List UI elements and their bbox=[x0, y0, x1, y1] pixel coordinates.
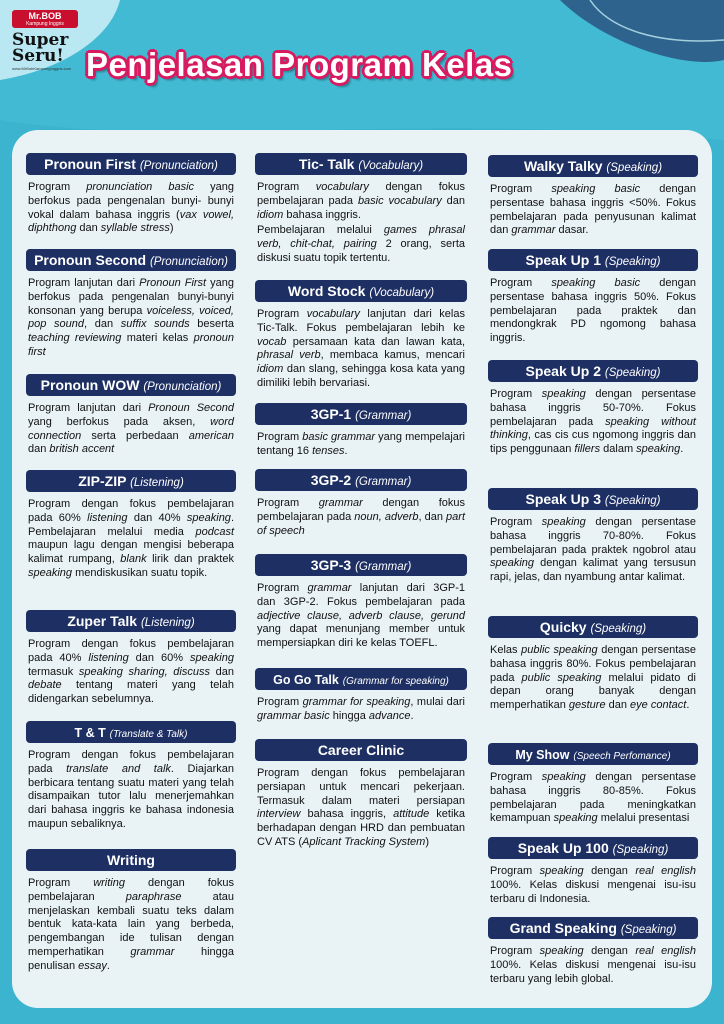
program-name: Go Go Talk bbox=[273, 673, 339, 687]
program-name: Word Stock bbox=[287, 283, 366, 299]
program-name: Speak Up 3 bbox=[525, 491, 601, 507]
program-description bbox=[490, 277, 696, 346]
program-name: Pronoun First bbox=[44, 156, 136, 172]
program-header bbox=[488, 488, 698, 510]
program-name: Writing bbox=[107, 852, 155, 868]
program-name: Grand Speaking bbox=[509, 920, 617, 936]
program-description bbox=[490, 771, 696, 826]
program-description bbox=[257, 767, 465, 850]
program-description-paragraph: Program dengan fokus pembelajaran persiapan untuk mencari pekerjaan. Termasuk dalam materi persiapan interview bahasa inggris, attitude ketika berhadapan dengan HRD dan pembuatan CV ATS (Aplicant Tracking System) bbox=[257, 767, 466, 848]
program-zip-zip bbox=[26, 470, 236, 581]
program-description bbox=[490, 388, 696, 457]
program-category: (Speaking) bbox=[590, 623, 647, 635]
program-writing bbox=[26, 849, 236, 974]
program-word-stock bbox=[255, 280, 467, 391]
program-header bbox=[488, 360, 698, 382]
program-description-paragraph: Program speaking dengan persentase bahasa inggris 70-80%. Fokus pembelajaran pada praktek ngobrol atau speaking dengan kalimat yang tersusun rapi, jelas, dan nyambung antar kalimat. bbox=[490, 516, 696, 584]
program-header bbox=[255, 469, 467, 491]
program-header bbox=[488, 837, 698, 859]
logo-word-2: Seru! bbox=[12, 46, 64, 66]
program-name: Speak Up 1 bbox=[525, 252, 601, 268]
program-name: T & T bbox=[74, 726, 106, 740]
program-name: Speak Up 2 bbox=[525, 363, 601, 379]
logo-wordmark bbox=[12, 32, 78, 64]
program-category: (Vocabulary) bbox=[369, 287, 435, 299]
program-description-paragraph: Program speaking dengan persentase bahasa inggris 50-70%. Fokus pembelajaran pada speaking without thinking, cas cis cus ngomong inggris dan tips penggunaan fillers dalam speaking. bbox=[490, 388, 696, 456]
program-category: (Grammar) bbox=[355, 410, 412, 422]
program-name: Zuper Talk bbox=[67, 613, 138, 629]
program-description bbox=[28, 498, 234, 581]
program-name: ZIP-ZIP bbox=[78, 473, 127, 489]
program-header bbox=[255, 554, 467, 576]
program-category: (Speech Perfomance) bbox=[573, 751, 671, 762]
program-description-paragraph: Pembelajaran melalui games phrasal verb, chit-chat, pairing 2 orang, serta diskusi suatu topik tertentu. bbox=[257, 224, 466, 264]
program-category: (Speaking) bbox=[604, 367, 661, 379]
program-category: (Pronunciation) bbox=[143, 381, 222, 393]
program-description-paragraph: Program writing dengan fokus pembelajaran paraphrase atau menjelaskan kembali suatu teks dalam bentuk kata-kata lain yang berbeda, pengembangan ide tulisan dengan memperhatikan grammar hingga penulisan essay. bbox=[28, 877, 235, 972]
program-category: (Translate & Talk) bbox=[109, 729, 188, 740]
program-header bbox=[26, 249, 236, 271]
program-3gp-2 bbox=[255, 469, 467, 538]
program-name: Pronoun WOW bbox=[40, 377, 140, 393]
program-description-paragraph: Program grammar dengan fokus pembelajaran pada noun, adverb, dan part of speech bbox=[257, 497, 466, 537]
program-header bbox=[488, 616, 698, 638]
program-description-paragraph: Program grammar lanjutan dari 3GP-1 dan 3GP-2. Fokus pembelajaran pada adjective clause, adverb clause, gerund yang dapat menunjang member untuk mempersiapkan diri ke kelas TOEFL. bbox=[257, 582, 465, 650]
program-name: Career Clinic bbox=[317, 742, 405, 758]
program-description-paragraph: Program dengan fokus pembelajaran pada 60% listening dan 40% speaking. Pembelajaran melalui media podcast maupun lagu dengan mengisi beberapa kalimat rumpang, blank lirik dan praktek speaking mendiskusikan suatu topik. bbox=[28, 498, 234, 579]
program-description-paragraph: Program speaking dengan real english 100%. Kelas diskusi mengenai isu-isu terbaru di Indonesia. bbox=[490, 865, 696, 905]
program-description-paragraph: Kelas public speaking dengan persentase bahasa inggris 80%. Fokus pembelajaran pada public speaking melalui pidato di depan orang banyak dengan memperhatikan gesture dan eye contact. bbox=[490, 644, 696, 712]
program-name: Quicky bbox=[539, 619, 587, 635]
program-category: (Speaking) bbox=[606, 162, 663, 174]
program-category: (Speaking) bbox=[620, 924, 677, 936]
program-header bbox=[255, 153, 467, 175]
program-header bbox=[26, 849, 236, 871]
program-header bbox=[26, 470, 236, 492]
program-description bbox=[257, 181, 465, 266]
program-header bbox=[255, 280, 467, 302]
program-name: My Show bbox=[515, 748, 570, 762]
program-description bbox=[257, 308, 465, 391]
program-description-paragraph: Program speaking basic dengan persentase bahasa inggris <50%. Fokus pembelajaran pada penyusunan kalimat dan grammar dasar. bbox=[490, 183, 696, 237]
program-name: Speak Up 100 bbox=[517, 840, 609, 856]
program-description bbox=[490, 183, 696, 238]
program-speak-up-2 bbox=[488, 360, 698, 457]
program-description bbox=[490, 516, 696, 585]
program-speak-up-3 bbox=[488, 488, 698, 585]
program-description-paragraph: Program lanjutan dari Pronoun First yang berfokus pada pengenalan bunyi-bunyi konsonan yang berupa voiceless, voiced, pop sound, dan suffix sounds beserta teaching reviewing materi kelas pronoun first bbox=[28, 277, 234, 358]
program-header bbox=[26, 153, 236, 175]
program-speak-up-1 bbox=[488, 249, 698, 346]
program-description bbox=[28, 277, 234, 360]
program-description-paragraph: Program vocabulary dengan fokus pembelajaran pada basic vocabulary dan idiom bahasa inggris. bbox=[257, 181, 465, 221]
program-grand-speaking bbox=[488, 917, 698, 986]
program-description-paragraph: Program lanjutan dari Pronoun Second yang berfokus pada aksen, word connection serta perbedaan american dan british accent bbox=[28, 402, 234, 456]
program-category: (Listening) bbox=[140, 617, 195, 629]
program-category: (Grammar for speaking) bbox=[342, 676, 449, 687]
logo-badge bbox=[12, 10, 78, 28]
program-pronoun-wow bbox=[26, 374, 236, 457]
logo-brand-subtext: Kampung Inggris bbox=[26, 21, 64, 27]
program-header bbox=[488, 743, 698, 765]
program-name: Walky Talky bbox=[523, 158, 603, 174]
program-category: (Speaking) bbox=[604, 256, 661, 268]
program-quicky bbox=[488, 616, 698, 713]
program-category: (Pronunciation) bbox=[149, 256, 228, 268]
program-category: (Listening) bbox=[130, 477, 184, 489]
program-pronoun-second bbox=[26, 249, 236, 360]
program-3gp-3 bbox=[255, 554, 467, 651]
logo-brand-text: Mr.BOB bbox=[28, 11, 62, 21]
program-category: (Grammar) bbox=[355, 561, 412, 573]
program-name: 3GP-2 bbox=[310, 472, 352, 488]
program-description-paragraph: Program dengan fokus pembelajaran pada translate and talk. Diajarkan berbicara tentang suatu materi yang telah disampaikan tutor lalu menerjemahkan dari bahasa inggris ke bahasa indonesia maupun sebaliknya. bbox=[28, 749, 234, 830]
program-name: Tic- Talk bbox=[298, 156, 355, 172]
program-description-paragraph: Program dengan fokus pembelajaran pada 40% listening dan 60% speaking termasuk speaking sharing, discuss dan debate tentang materi yang telah didengarkan sebelumnya. bbox=[28, 638, 234, 706]
program-category: (Grammar) bbox=[355, 476, 412, 488]
program-header bbox=[488, 917, 698, 939]
program-description-paragraph: Program speaking dengan persentase bahasa inggris 80-85%. Fokus pembelajaran pada meningkatkan kemampuan speaking melalui presentasi bbox=[490, 771, 696, 825]
program-header bbox=[255, 739, 467, 761]
program-description-paragraph: Program grammar for speaking, mulai dari grammar basic hingga advance. bbox=[257, 696, 465, 722]
program-header bbox=[26, 721, 236, 743]
program-description bbox=[490, 644, 696, 713]
program-category: (Pronunciation) bbox=[139, 160, 218, 172]
program-header bbox=[255, 403, 467, 425]
program-description bbox=[257, 582, 465, 651]
program-name: 3GP-3 bbox=[310, 557, 352, 573]
program-name: Pronoun Second bbox=[34, 252, 147, 268]
program-header bbox=[488, 155, 698, 177]
logo-url: www.MrBobKampungInggris.com bbox=[12, 66, 72, 71]
program-description bbox=[257, 696, 465, 724]
program-description bbox=[28, 638, 234, 707]
program-description bbox=[28, 181, 234, 236]
program-t-and-t bbox=[26, 721, 236, 832]
program-description bbox=[28, 877, 234, 974]
program-category: (Speaking) bbox=[612, 844, 669, 856]
program-description-paragraph: Program speaking basic dengan persentase bahasa inggris 50%. Fokus pembelajaran pada praktek dan mendongkrak PD ngomong bahasa inggris. bbox=[490, 277, 696, 345]
program-category: (Vocabulary) bbox=[358, 160, 424, 172]
program-description-paragraph: Program vocabulary lanjutan dari kelas Tic-Talk. Fokus pembelajaran lebih ke vocab persamaan kata dan lawan kata, phrasal verb, membaca kamus, mencari idiom dan slang, sehingga kosa kata yang dimiliki lebih bervariasi. bbox=[257, 308, 465, 389]
brand-logo bbox=[12, 10, 78, 71]
program-header bbox=[26, 374, 236, 396]
program-name: 3GP-1 bbox=[310, 406, 352, 422]
program-pronoun-first bbox=[26, 153, 236, 236]
program-description bbox=[490, 865, 696, 906]
program-tic-talk bbox=[255, 153, 467, 266]
program-speak-up-100 bbox=[488, 837, 698, 906]
program-my-show bbox=[488, 743, 698, 826]
program-header bbox=[488, 249, 698, 271]
program-description bbox=[257, 497, 465, 538]
program-3gp-1 bbox=[255, 403, 467, 459]
program-description bbox=[28, 402, 234, 457]
program-header bbox=[26, 610, 236, 632]
program-description-paragraph: Program basic grammar yang mempelajari tentang 16 tenses. bbox=[257, 431, 465, 457]
program-header bbox=[255, 668, 467, 690]
page-title: Penjelasan Program Kelas bbox=[86, 46, 513, 83]
program-description bbox=[257, 431, 465, 459]
program-category: (Speaking) bbox=[604, 495, 661, 507]
program-description bbox=[490, 945, 696, 986]
program-career-clinic bbox=[255, 739, 467, 850]
program-description-paragraph: Program speaking dengan real english 100%. Kelas diskusi mengenai isu-isu terbaru yang lebih global. bbox=[490, 945, 696, 985]
logo-word-1: Super bbox=[12, 30, 69, 50]
program-go-go-talk bbox=[255, 668, 467, 724]
program-walky-talky bbox=[488, 155, 698, 238]
program-description bbox=[28, 749, 234, 832]
program-zuper-talk bbox=[26, 610, 236, 707]
program-description-paragraph: Program pronunciation basic yang berfokus pada pengenalan bunyi- bunyi vokal dalam bahasa inggris (vax vowel, diphthong dan syllable stress) bbox=[28, 181, 234, 235]
